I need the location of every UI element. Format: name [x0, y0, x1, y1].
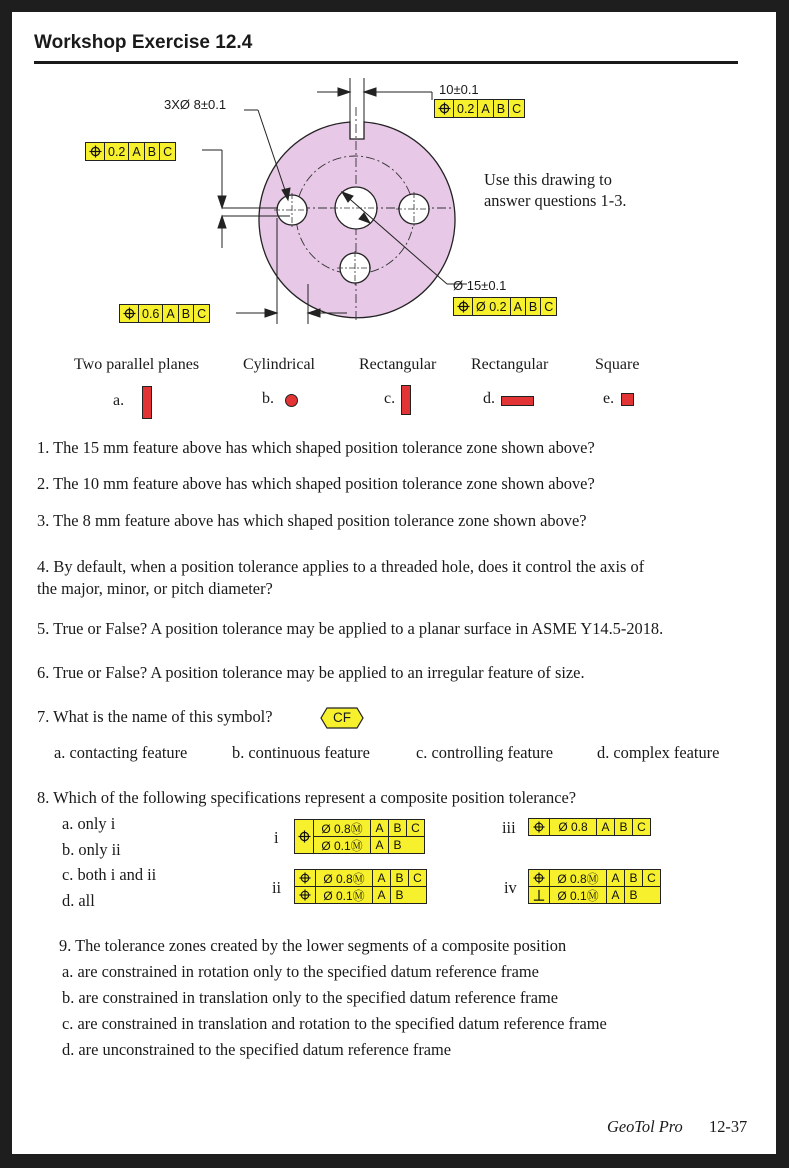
question-1: 1. The 15 mm feature above has which shaped position tolerance zone shown above?	[37, 438, 595, 457]
fcf-cell: B	[179, 305, 194, 322]
fcf-cell: C	[163, 144, 173, 159]
zone-shape-planes	[142, 386, 152, 419]
zone-letter: a.	[113, 392, 125, 409]
fcf-cell: C	[647, 871, 656, 885]
fcf-cell: A	[129, 143, 144, 160]
fcf-cell: B	[615, 819, 633, 835]
fcf-cell: A	[371, 820, 389, 836]
fcf-slot	[434, 99, 525, 118]
zone-name: Cylindrical	[243, 356, 315, 373]
bore-size-callout: Ø 15±0.1	[453, 278, 507, 293]
fcf-option-i	[294, 819, 425, 854]
fcf-cell: C	[637, 820, 646, 834]
fcf-cell: B	[145, 143, 160, 160]
fcf-cell: A	[511, 298, 526, 315]
question-8: 8. Which of the following specifications represent a composite position tolerance?	[37, 788, 577, 807]
exercise-title: Workshop Exercise 12.4	[34, 32, 253, 53]
fcf-cell: A	[478, 100, 493, 117]
question-7: 7. What is the name of this symbol?	[37, 707, 273, 726]
fcf-cell: B	[526, 298, 541, 315]
zone-shape-square	[621, 393, 634, 406]
zone-name: Rectangular	[359, 356, 437, 373]
q7-option: c. controlling feature	[416, 743, 553, 762]
note-line: Use this drawing to	[484, 170, 612, 189]
hole-size-callout: 3XØ 8±0.1	[164, 97, 227, 112]
position-icon	[454, 298, 473, 315]
note-line: answer questions 1-3.	[484, 191, 627, 210]
q8-label: iii	[502, 818, 516, 837]
q9-option: d. are unconstrained to the specified datum reference frame	[62, 1040, 452, 1059]
fcf-cell: B	[391, 870, 409, 886]
zone-name: Rectangular	[471, 356, 549, 373]
perpendicularity-icon	[529, 887, 550, 903]
q7-option: d. complex feature	[597, 743, 720, 762]
fcf-cell: Ø 0.1Ⓜ	[314, 837, 371, 853]
fcf-cell: A	[597, 819, 615, 835]
position-icon	[529, 819, 550, 835]
fcf-cell: A	[373, 870, 391, 886]
fcf-cell: 0.2	[105, 143, 129, 160]
fcf-cell: B	[494, 100, 509, 117]
part-drawing	[12, 12, 776, 342]
fcf-cell: Ø 0.2	[473, 298, 511, 315]
fcf-left	[119, 304, 210, 323]
fcf-cell: C	[197, 306, 207, 321]
q9-option: b. are constrained in translation only to the specified datum reference frame	[62, 988, 559, 1007]
position-icon	[86, 143, 105, 160]
fcf-cell: A	[163, 305, 178, 322]
q8-option: c. both i and ii	[62, 865, 157, 884]
q9-option: a. are constrained in rotation only to the specified datum reference frame	[62, 962, 539, 981]
zone-letter: e.	[603, 390, 615, 407]
worksheet-page	[12, 12, 776, 1154]
fcf-option-iii	[528, 818, 651, 836]
fcf-bore	[453, 297, 557, 316]
fcf-cell: B	[629, 888, 638, 902]
fcf-cell: C	[512, 101, 522, 116]
position-icon	[295, 870, 316, 886]
question-6: 6. True or False? A position tolerance may be applied to an irregular feature of size.	[37, 663, 585, 682]
question-5: 5. True or False? A position tolerance may be applied to a planar surface in ASME Y14.5-2018.	[37, 619, 664, 638]
fcf-cell: Ø 0.8Ⓜ	[314, 820, 371, 836]
fcf-holes	[85, 142, 176, 161]
position-icon	[529, 870, 550, 886]
fcf-cell: A	[371, 837, 389, 853]
fcf-cell: B	[389, 820, 407, 836]
q9-option: c. are constrained in translation and rotation to the specified datum reference frame	[62, 1014, 607, 1033]
fcf-cell: A	[607, 887, 625, 903]
q8-label: i	[274, 828, 279, 847]
fcf-cell: B	[393, 838, 402, 852]
q8-option: a. only i	[62, 814, 116, 833]
question-4-line2: the major, minor, or pitch diameter?	[37, 579, 273, 598]
position-icon	[120, 305, 139, 322]
zone-shape-cylinder	[285, 394, 298, 407]
fcf-cell: B	[625, 870, 643, 886]
q8-label: ii	[272, 878, 282, 897]
question-4-line1: 4. By default, when a position tolerance applies to a threaded hole, does it control the axis of	[37, 557, 645, 576]
q8-label: iv	[504, 878, 517, 897]
position-icon	[435, 100, 454, 117]
drawing-note	[484, 169, 626, 211]
fcf-cell: C	[411, 821, 420, 835]
fcf-option-ii	[294, 869, 427, 904]
fcf-cell: 0.2	[454, 100, 478, 117]
zone-shape-rect-vertical	[401, 385, 411, 415]
fcf-cell: C	[544, 299, 554, 314]
fcf-option-iv	[528, 869, 661, 904]
fcf-cell: B	[395, 888, 404, 902]
question-3: 3. The 8 mm feature above has which shaped position tolerance zone shown above?	[37, 511, 587, 530]
zone-name: Square	[595, 356, 640, 373]
footer-book-title: GeoTol Pro	[607, 1117, 683, 1136]
continuous-feature-label: CF	[333, 710, 351, 725]
position-icon	[295, 820, 314, 853]
slot-size-callout: 10±0.1	[439, 82, 479, 97]
fcf-cell: Ø 0.8Ⓜ	[550, 870, 607, 886]
zone-letter: d.	[483, 390, 495, 407]
q7-option: b. continuous feature	[232, 743, 370, 762]
fcf-cell: Ø 0.1Ⓜ	[550, 887, 607, 903]
fcf-cell: Ø 0.8Ⓜ	[316, 870, 373, 886]
position-icon	[295, 887, 316, 903]
q8-option: d. all	[62, 891, 95, 910]
zone-name: Two parallel planes	[74, 356, 200, 373]
q8-option: b. only ii	[62, 840, 121, 859]
fcf-cell: Ø 0.1Ⓜ	[316, 887, 373, 903]
footer-page-number: 12-37	[709, 1117, 748, 1136]
fcf-cell: 0.6	[139, 305, 163, 322]
zone-letter: b.	[262, 390, 274, 407]
fcf-cell: C	[413, 871, 422, 885]
fcf-cell: A	[607, 870, 625, 886]
question-2: 2. The 10 mm feature above has which shaped position tolerance zone shown above?	[37, 474, 595, 493]
question-9: 9. The tolerance zones created by the lower segments of a composite position	[59, 936, 567, 955]
zone-shape-rect-horizontal	[501, 396, 534, 406]
fcf-cell: A	[373, 887, 391, 903]
q7-option: a. contacting feature	[54, 743, 188, 762]
zone-letter: c.	[384, 390, 396, 407]
fcf-cell: Ø 0.8	[550, 819, 597, 835]
